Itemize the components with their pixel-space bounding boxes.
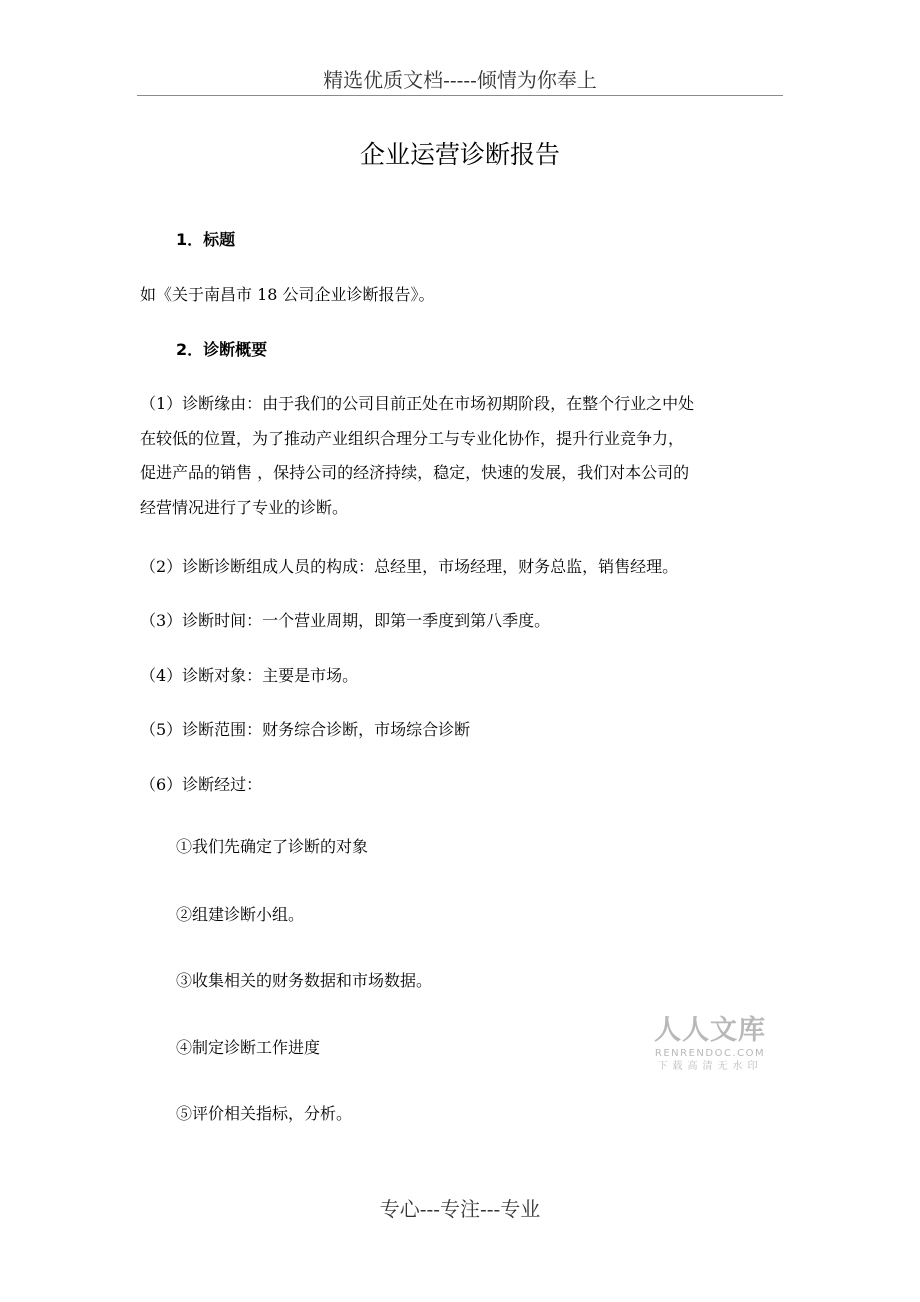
process-step: ③收集相关的财务数据和市场数据。 bbox=[176, 971, 433, 990]
paragraph-line: （1）诊断缘由：由于我们的公司目前正处在市场初期阶段，在整个行业之中处 bbox=[140, 394, 695, 413]
page-footer: 专心---专注---专业 bbox=[379, 1197, 541, 1221]
diagnosis-team-item: （2）诊断诊断组成人员的构成：总经里，市场经理，财务总监，销售经理。 bbox=[140, 557, 679, 576]
watermark-url: RENRENDOC.COM bbox=[654, 1048, 766, 1059]
process-step: ①我们先确定了诊断的对象 bbox=[176, 837, 369, 856]
paragraph-line: 经营情况进行了专业的诊断。 bbox=[140, 497, 349, 517]
page-header: 精选优质文档-----倾情为你奉上 bbox=[323, 68, 597, 92]
diagnosis-reason-paragraph bbox=[140, 392, 785, 530]
watermark-logo-text: 人人文库 bbox=[654, 1015, 766, 1046]
process-step: ②组建诊断小组。 bbox=[176, 905, 305, 924]
section-2-heading: 2．诊断概要 bbox=[176, 340, 268, 359]
process-step: ⑤评价相关指标，分析。 bbox=[176, 1104, 353, 1123]
paragraph-line: 促进产品的销售 ，保持公司的经济持续，稳定，快速的发展，我们对本公司的 bbox=[140, 463, 690, 482]
watermark-slogan: 下载高清无水印 bbox=[657, 1061, 763, 1072]
header-divider bbox=[137, 95, 783, 96]
paragraph-line: 在较低的位置，为了推动产业组织合理分工与专业化协作，提升行业竞争力， bbox=[140, 428, 685, 448]
renrendoc-watermark bbox=[640, 1015, 780, 1074]
section-1-body: 如《关于南昌市 18 公司企业诊断报告》。 bbox=[140, 285, 435, 304]
document-title: 企业运营诊断报告 bbox=[359, 140, 560, 169]
diagnosis-process-item: （6）诊断经过： bbox=[140, 775, 263, 794]
diagnosis-time-item: （3）诊断时间：一个营业周期，即第一季度到第八季度。 bbox=[140, 611, 551, 630]
section-1-heading: 1．标题 bbox=[176, 230, 236, 249]
process-step: ④制定诊断工作进度 bbox=[176, 1038, 321, 1057]
diagnosis-target-item: （4）诊断对象：主要是市场。 bbox=[140, 666, 359, 685]
diagnosis-scope-item: （5）诊断范围：财务综合诊断，市场综合诊断 bbox=[140, 720, 471, 739]
